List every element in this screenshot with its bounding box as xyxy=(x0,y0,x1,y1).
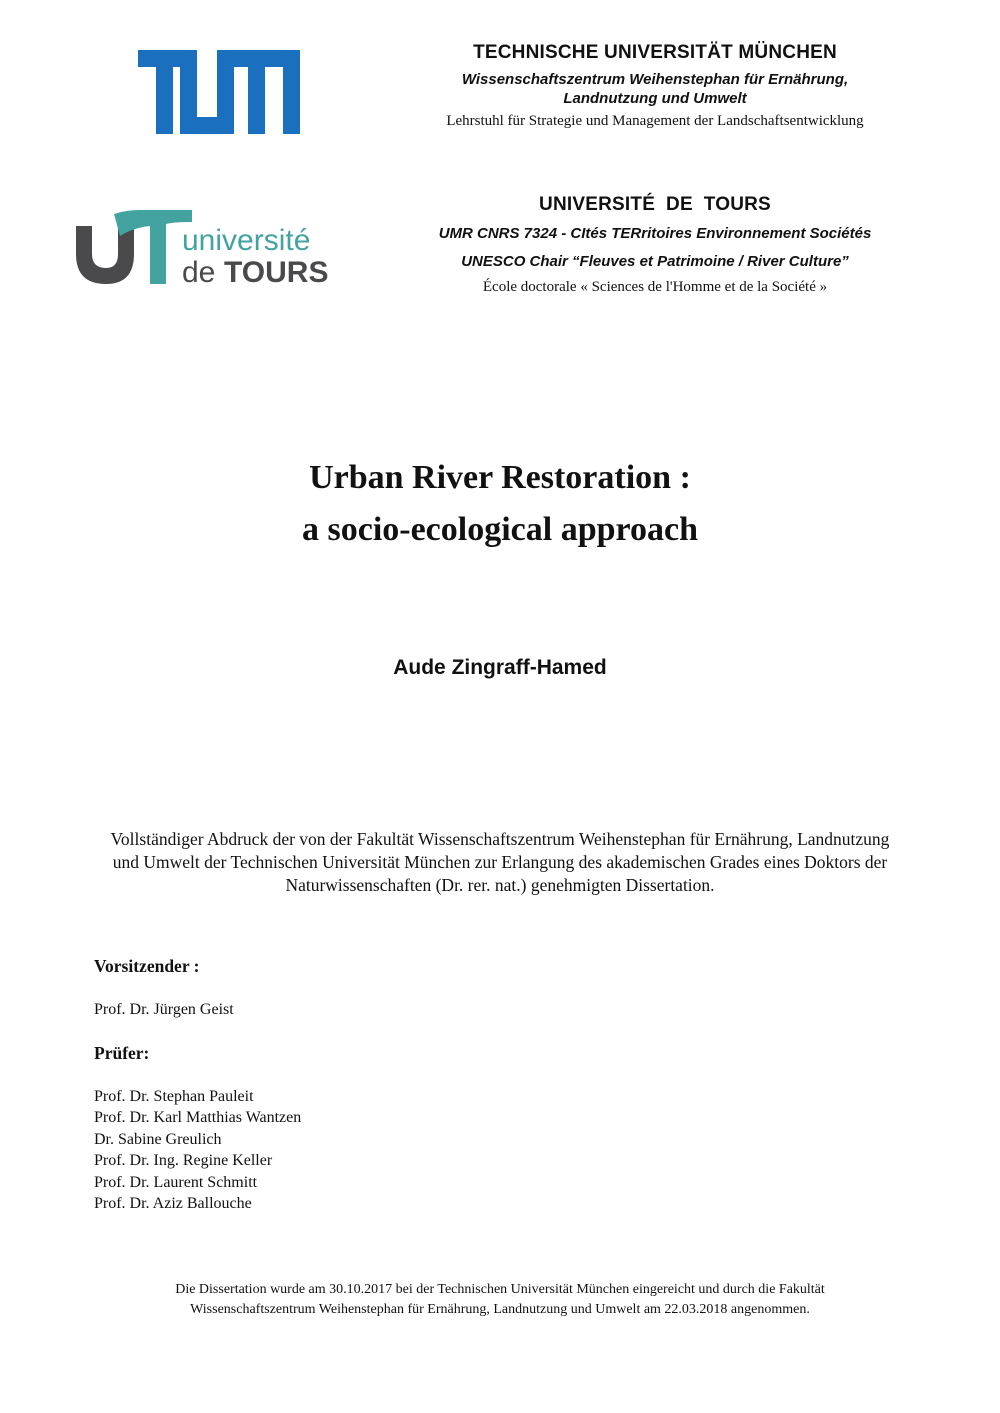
tours-logo-graphic xyxy=(74,208,364,290)
author-name: Aude Zingraff-Hamed xyxy=(393,656,607,679)
title-line1: Urban River Restoration : xyxy=(309,459,691,496)
tum-title: TECHNISCHE UNIVERSITÄT MÜNCHEN xyxy=(473,42,837,63)
statement-line1: Vollständiger Abdruck der von der Fakultät Wissenschaftszentrum Weihenstephan für Ernährung, Landnutzung xyxy=(110,829,890,849)
tum-logo xyxy=(138,50,300,134)
tum-center-line2: Landnutzung und Umwelt xyxy=(563,90,747,107)
statement-line3: Naturwissenschaften (Dr. rer. nat.) genehmigten Dissertation. xyxy=(285,875,715,895)
tours-logo-text-bottom: TOURS xyxy=(224,256,329,289)
tours-school: École doctorale « Sciences de l'Homme et de la Société » xyxy=(482,279,828,295)
universite-de-tours-logo xyxy=(74,208,364,290)
tum-logo-graphic xyxy=(138,50,300,134)
tum-center-line1: Wissenschaftszentrum Weihenstephan für Ernährung, xyxy=(461,71,849,88)
examiner: Prof. Dr. Ing. Regine Keller xyxy=(94,1152,273,1169)
tours-logo-text-prefix: de xyxy=(182,256,216,289)
title-line2: a socio-ecological approach xyxy=(302,511,698,548)
examiner: Prof. Dr. Laurent Schmitt xyxy=(94,1173,258,1191)
acceptance-note xyxy=(60,1280,940,1320)
chair-label: Vorsitzender : xyxy=(94,956,200,976)
committee xyxy=(94,956,694,1215)
statement-line2: und Umwelt der Technischen Universität München zur Erlangung des akademischen Grades eines Doktors der xyxy=(112,852,888,872)
tours-header xyxy=(400,194,910,296)
thesis-title xyxy=(0,452,1000,556)
examiners-list xyxy=(94,1086,694,1215)
tours-unesco: UNESCO Chair “Fleuves et Patrimoine / River Culture” xyxy=(461,253,849,270)
acceptance-line1: Die Dissertation wurde am 30.10.2017 bei der Technischen Universität München eingereicht und durch die Fakultät xyxy=(175,1282,825,1297)
chair-name: Prof. Dr. Jürgen Geist xyxy=(94,1001,234,1018)
examiner: Prof. Dr. Aziz Ballouche xyxy=(94,1195,252,1212)
tours-umr: UMR CNRS 7324 - CItés TERritoires Environnement Sociétés xyxy=(438,225,872,242)
examiner: Prof. Dr. Stephan Pauleit xyxy=(94,1087,254,1105)
examiners-label: Prüfer: xyxy=(94,1042,150,1063)
tum-chair: Lehrstuhl für Strategie und Management der Landschaftsentwicklung xyxy=(446,113,864,129)
dissertation-statement xyxy=(48,828,952,897)
tum-header xyxy=(410,42,900,130)
tours-title: UNIVERSITÉ DE TOURS xyxy=(539,194,771,215)
tours-logo-text-top: université xyxy=(182,224,311,257)
examiner: Prof. Dr. Karl Matthias Wantzen xyxy=(94,1109,302,1126)
examiner: Dr. Sabine Greulich xyxy=(94,1130,222,1148)
acceptance-line2: Wissenschaftszentrum Weihenstephan für Ernährung, Landnutzung und Umwelt am 22.03.2018 angenommen. xyxy=(190,1302,810,1317)
